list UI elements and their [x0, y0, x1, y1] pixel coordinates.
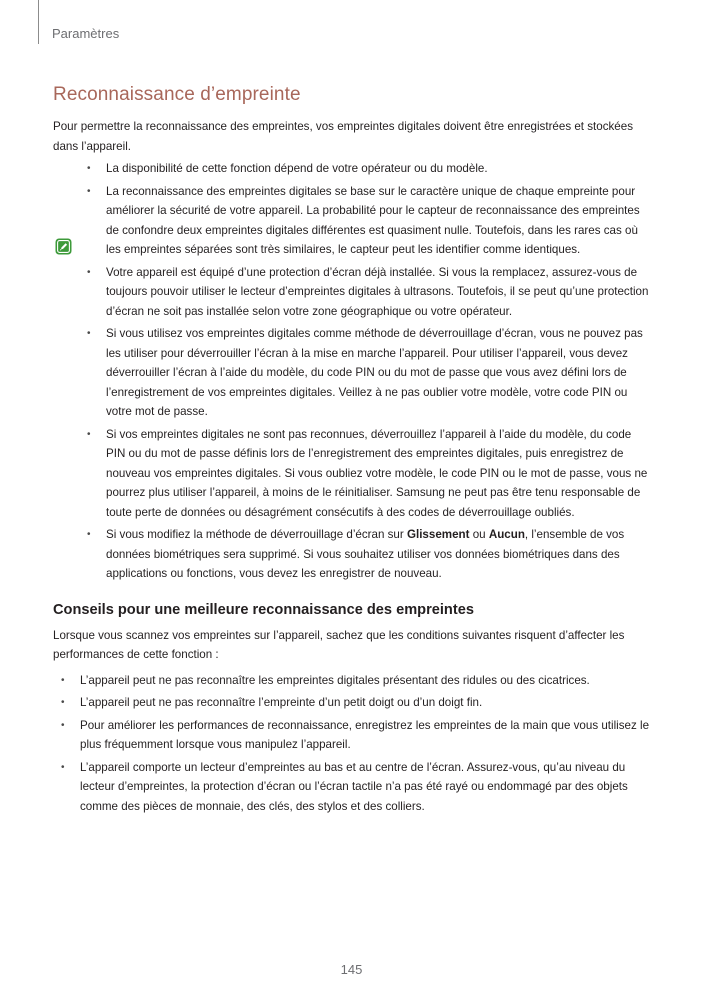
section-title: Reconnaissance d’empreinte	[53, 84, 301, 105]
note-text: ou	[469, 528, 489, 541]
note-item: • Votre appareil est équipé d’une protection d’écran déjà installée. Si vous la remplacez, assurez-vous de toujours pouvoir utiliser le lecteur d’empreintes digitales à ultrasons. Toutefois, il se peut qu’une protection d’écran ne soit pas installée selon votre zone géographique ou votre opérateur.	[106, 263, 650, 322]
section-intro: Pour permettre la reconnaissance des empreintes, vos empreintes digitales doivent être enregistrées et stockées dans l’appareil.	[53, 120, 633, 153]
note-item-unlock-method	[106, 525, 650, 584]
page-number: 145	[340, 962, 363, 977]
note-item: • La reconnaissance des empreintes digitales se base sur le caractère unique de chaque empreinte pour améliorer la sécurité de votre appareil. La probabilité pour le capteur de reconnaissance des empreintes de confondre deux empreintes digitales différentes est quasiment nulle. Toutefois, dans les rares cas où les empreintes séparées sont très similaires, le capteur peut les identifier comme identiques.	[106, 182, 650, 260]
tip-item: • L’appareil peut ne pas reconnaître l’empreinte d’un petit doigt ou d’un doigt fin.	[80, 693, 650, 713]
note-text: Si vous modifiez la méthode de déverrouillage d’écran sur	[106, 528, 407, 541]
header-rule	[38, 0, 39, 44]
note-item: • Si vous utilisez vos empreintes digitales comme méthode de déverrouillage d’écran, vous ne pouvez pas les utiliser pour déverrouiller l’écran à la mise en marche l’appareil. Pour utiliser l’appareil, vous devez déverrouiller l’écran à l’aide du modèle, du code PIN ou du mot de passe que vous avez défini lors de l’enregistrement de vos empreintes digitales. Veillez à ne pas oublier votre modèle, votre code PIN ou votre mot de passe.	[106, 324, 650, 422]
tips-title: Conseils pour une meilleure reconnaissance des empreintes	[53, 601, 474, 618]
notes-block	[53, 159, 650, 584]
tip-item: • Pour améliorer les performances de reconnaissance, enregistrez les empreintes de la main que vous utilisez le plus fréquemment lorsque vous manipulez l’appareil.	[80, 716, 650, 755]
note-item: • La disponibilité de cette fonction dépend de votre opérateur ou du modèle.	[106, 159, 650, 179]
option-glissement: Glissement	[406, 528, 470, 541]
tip-item: • L’appareil comporte un lecteur d’empreintes au bas et au centre de l’écran. Assurez-vous, qu’au niveau du lecteur d’empreintes, la protection d’écran ou l’écran tactile n’a pas été rayé ou endommagé par des objets comme des pièces de monnaie, des clés, des stylos et des colliers.	[80, 758, 650, 817]
note-item: • Si vos empreintes digitales ne sont pas reconnues, déverrouillez l’appareil à l’aide du modèle, du code PIN ou du mot de passe définis lors de l’enregistrement des empreintes digitales, puis enregistrez de nouveau vos empreintes digitales. Si vous oubliez votre modèle, le code PIN ou le mot de passe, vous ne pourrez plus utiliser l’appareil, à moins de le réinitialiser. Samsung ne peut pas être tenu responsable de toute perte de données ou désagrément consécutifs à des codes de déverrouillage oubliés.	[106, 425, 650, 523]
notes-list	[53, 159, 650, 584]
tips-list	[53, 671, 650, 817]
tips-intro: Lorsque vous scannez vos empreintes sur l’appareil, sachez que les conditions suivantes risquent d’affecter les performances de cette fonction :	[53, 628, 625, 661]
running-head: Paramètres	[52, 26, 120, 41]
option-aucun: Aucun	[488, 528, 525, 541]
tip-item: • L’appareil peut ne pas reconnaître les empreintes digitales présentant des ridules ou des cicatrices.	[80, 671, 650, 691]
note-pencil-icon	[55, 238, 72, 255]
main-content	[53, 84, 650, 819]
note-text: , l’ensemble de vos données biométriques sera supprimé. Si vous souhaitez utiliser vos données biométriques dans des applications ou fonctions, vous devez les enregistrer de nouveau.	[106, 528, 625, 580]
